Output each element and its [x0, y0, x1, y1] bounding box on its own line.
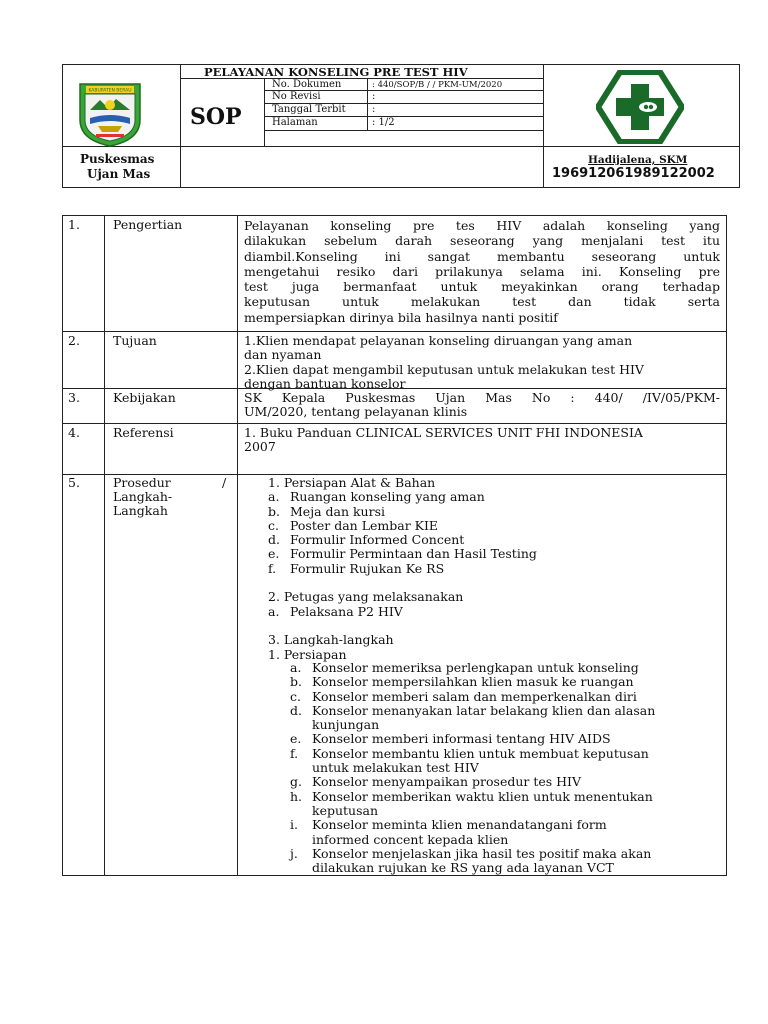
header-divider-right — [543, 64, 544, 188]
row2-line: dengan bantuan konselor — [244, 375, 406, 391]
list-item: e. Konselor memberi informasi tentang HIV AIDS — [290, 731, 611, 747]
row4-line: 2007 — [244, 439, 276, 455]
list-item-continuation: dilakukan rujukan ke RS yang ada layanan VCT — [312, 860, 614, 876]
field-label-issue-date: Tanggal Terbit — [272, 104, 346, 115]
section-3-title: 3. Langkah-langkah — [268, 632, 394, 648]
row1-line: keputusan untuk melakukan test dan tidak serta — [244, 294, 720, 310]
sop-divider — [264, 78, 265, 146]
field-value-doc-no: : 440/SOP/B / / PKM-UM/2020 — [372, 80, 503, 90]
org-name-line1: Puskesmas — [80, 152, 155, 166]
row2-label: Tujuan — [113, 333, 157, 348]
row5-label-line1: Prosedur — [113, 475, 171, 490]
row2-number: 2. — [68, 333, 80, 348]
list-item: b. Konselor mempersilahkan klien masuk ke ruangan — [290, 674, 634, 690]
row1-line: test juga bermanfaat untuk meyakinkan orang terhadap — [244, 279, 720, 295]
list-item: f. Formulir Rujukan Ke RS — [268, 560, 445, 576]
row3-line: SK Kepala Puskesmas Ujan Mas No : 440/ /IV/05/PKM- — [244, 390, 720, 405]
list-item: i. Konselor meminta klien menandatangani form — [290, 817, 607, 833]
row-divider-3 — [62, 423, 727, 424]
org-name-line2: Ujan Mas — [87, 167, 151, 181]
signer-name: Hadijalena, SKM — [588, 154, 688, 166]
list-item: d. Konselor menanyakan latar belakang klien dan alasan — [290, 702, 656, 718]
row4-line: 1. Buku Panduan CLINICAL SERVICES UNIT FHI INDONESIA — [244, 425, 643, 440]
list-item: f. Konselor membantu klien untuk membuat keputusan — [290, 745, 649, 761]
list-item: a. Konselor memeriksa perlengkapan untuk konseling — [290, 660, 639, 675]
row5-label-slash: / — [222, 475, 227, 490]
fields-divider — [367, 78, 368, 130]
row1-line: dilakukan sebelum darah seseorang yang menjalani test itu — [244, 233, 720, 249]
row3-number: 3. — [68, 390, 80, 405]
row5-label-line3: Langkah — [113, 503, 168, 518]
list-item: a. Ruangan konseling yang aman — [268, 489, 485, 505]
row2-line: 2.Klien dapat mengambil keputusan untuk melakukan test HIV — [244, 361, 644, 377]
field-value-revision: : — [372, 91, 376, 102]
row1-line: mempersiapkan dirinya bila hasilnya nanti positif — [244, 309, 558, 325]
field-value-page: : 1/2 — [372, 117, 395, 128]
signer-nip: 196912061989122002 — [552, 166, 715, 181]
row-divider-1 — [62, 331, 727, 332]
field-value-issue-date: : — [372, 104, 376, 115]
procedure-steps — [268, 476, 724, 662]
row1-line: diambil.Konseling ini sangat membantu seseorang untuk — [244, 248, 720, 264]
list-item: j. Konselor menjelaskan jika hasil tes positif maka akan — [290, 845, 652, 861]
row1-line: mengetahui resiko dari prilakunya selama ini. Konseling pre — [244, 263, 720, 279]
field-line-4 — [264, 130, 543, 131]
list-item: h. Konselor memberikan waktu klien untuk menentukan — [290, 788, 653, 804]
logo-banner-text: KABUPATEN BERAU — [88, 88, 132, 94]
col-divider-1 — [104, 215, 105, 876]
row1-line: Pelayanan konseling pre tes HIV adalah konseling yang — [244, 218, 720, 233]
row2-line: dan nyaman — [244, 347, 322, 363]
list-item: c. Konselor memberi salam dan memperkenalkan diri — [290, 688, 637, 704]
list-item: e. Formulir Permintaan dan Hasil Testing — [268, 546, 537, 562]
list-item: a. Pelaksana P2 HIV — [268, 603, 403, 619]
preparation-steps — [290, 661, 722, 875]
row3-label: Kebijakan — [113, 390, 176, 405]
list-item: c. Poster dan Lembar KIE — [268, 517, 439, 533]
list-item: d. Formulir Informed Concent — [268, 532, 465, 548]
row2-content — [244, 334, 720, 391]
list-item-continuation: keputusan — [312, 802, 379, 818]
list-item-continuation: informed concent kepada klien — [312, 831, 509, 847]
header-divider-mid — [62, 146, 740, 147]
row1-label: Pengertian — [113, 217, 183, 232]
sop-label: SOP — [190, 104, 242, 130]
puskesmas-logo — [596, 70, 684, 144]
row3-content — [244, 391, 720, 420]
col-divider-2 — [237, 215, 238, 876]
row5-label-line2: Langkah- — [113, 489, 173, 504]
list-item: g. Konselor menyampaikan prosedur tes HIV — [290, 774, 582, 790]
row4-number: 4. — [68, 425, 80, 440]
list-item-continuation: untuk melakukan test HIV — [312, 760, 479, 776]
section-2-title: 2. Petugas yang melaksanakan — [268, 589, 464, 605]
row1-content — [244, 218, 720, 325]
row4-content — [244, 426, 720, 455]
field-label-revision: No Revisi — [272, 91, 321, 102]
section-1-title: 1. Persiapan Alat & Bahan — [268, 475, 436, 490]
document-title: PELAYANAN KONSELING PRE TEST HIV — [204, 65, 468, 79]
row4-label: Referensi — [113, 425, 174, 440]
header-divider-left — [180, 64, 181, 188]
regency-logo — [76, 80, 144, 148]
field-label-doc-no: No. Dokumen — [272, 79, 342, 90]
field-label-page: Halaman — [272, 117, 318, 128]
list-item-continuation: kunjungan — [312, 717, 380, 733]
row5-number: 5. — [68, 475, 80, 490]
list-item: b. Meja dan kursi — [268, 503, 385, 519]
row2-line: 1.Klien mendapat pelayanan konseling diruangan yang aman — [244, 333, 633, 348]
section-3-subtitle: 1. Persiapan — [268, 646, 347, 662]
row3-line: UM/2020, tentang pelayanan klinis — [244, 404, 468, 420]
row1-number: 1. — [68, 217, 80, 232]
